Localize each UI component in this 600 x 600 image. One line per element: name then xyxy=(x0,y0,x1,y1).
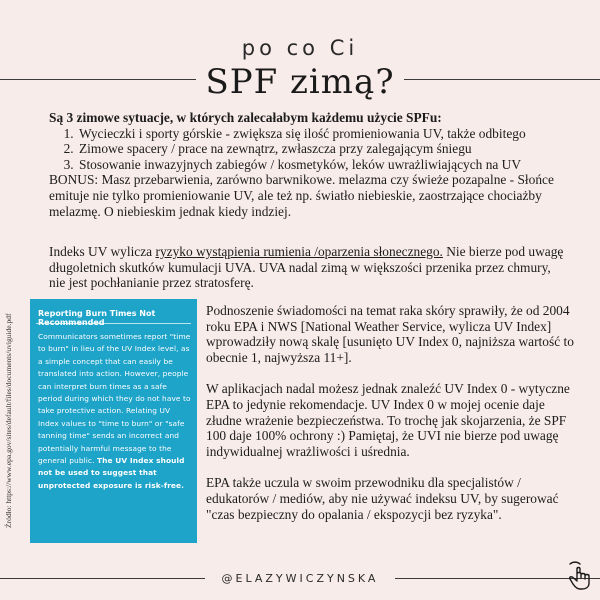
list-item: 3. Stosowanie inwazyjnych zabiegów / kosmetyków, leków uwrażliwiających na UV xyxy=(77,157,569,173)
author-handle: @ELAZYWICZYNSKA xyxy=(221,572,379,585)
source-citation: Źródło: https://www.epa.gov/sites/default/files/documents/uviguide.pdf xyxy=(4,313,13,529)
list-item: 1. Wycieczki i sporty górskie - zwiększa się ilość promieniowania UV, także odbitego xyxy=(77,126,569,142)
winter-situations-list xyxy=(49,126,569,173)
excerpt-divider xyxy=(36,323,191,324)
right-column xyxy=(206,303,576,538)
list-item: 2. Zimowe spacery / prace na zewnątrz, zwłaszcza przy zalegającym śniegu xyxy=(77,141,569,157)
uv-index-underlined: ryzyko wystąpienia rumienia /oparzenia słonecznego. xyxy=(155,244,443,259)
intro-section xyxy=(49,110,569,219)
page-subtitle: po co Ci xyxy=(241,36,359,60)
page-title: SPF zimą? xyxy=(205,62,395,102)
excerpt-heading: Reporting Burn Times Not xyxy=(38,309,156,318)
apps-paragraph: W aplikacjach nadal możesz jednak znaleźć UV Index 0 - wytyczne EPA to jedynie rekomendacje. UV Index 0 w mojej ocenie daje złudne wrażenie bezpieczeństwa. To trochę jak skojarzenia, że SPF 100 daje 100% ochrony :) Pamiętaj, że UVI nie bierze pod uwagę indywidualnej wrażliwości i uśrednia. xyxy=(206,381,570,459)
excerpt-text: Communicators sometimes report "time to burn" in lieu of the UV Index level, as a simple concept that can easily be translated into action. However, people can interpret burn times as a safe period during which they do not have to take protective action. Relating UV Index values to "time to burn" or "safe tanning time" sends an incorrect and potentially harmful message to the general public. xyxy=(38,332,191,466)
epa-excerpt-box xyxy=(30,299,197,543)
awareness-paragraph: Podnoszenie świadomości na temat raka skóry sprawiły, że od 2004 roku EPA i NWS [National Weather Service, wylicza UV Index] wprowadziły nową skalę [usunięto UV Index 0, najniższa wartość to obecnie 1, najwyższa 11+]. xyxy=(206,303,574,365)
uv-index-paragraph xyxy=(49,244,569,291)
excerpt-bold-text: The UV Index should not be used to suggest that unprotected exposure is risk-free. xyxy=(38,456,185,490)
epa-guide-paragraph: EPA także uczula w swoim przewodniku dla specjalistów / edukatorów / mediów, aby nie używać indeksu UV, by sugerować "czas bezpieczny do opalania / ekspozycji bez ryzyka". xyxy=(206,475,559,522)
intro-lead: Są 3 zimowe sytuacje, w których zalecałabym każdemu użycie SPFu: xyxy=(49,110,442,125)
bonus-text: BONUS: Masz przebarwienia, zarówno barwnikowe. melazma czy świeże pozapalne - Słońce emituje nie tylko promieniowanie UV, ale też np. światło niebieskie, zaostrzające chociażby melazmę. O niebieskim jednak kiedy indziej. xyxy=(49,172,554,219)
excerpt-body xyxy=(38,331,193,492)
uv-index-text-end: Nie bierze pod uwagę długoletnich skutków kumulacji UVA. UVA nadal zimą w większości przenika przez chmury, nie jest pochłanianie przez stratosferę. xyxy=(49,244,564,291)
pointing-hand-icon[interactable] xyxy=(567,560,595,590)
uv-index-text-start: Indeks UV wylicza xyxy=(49,244,156,259)
